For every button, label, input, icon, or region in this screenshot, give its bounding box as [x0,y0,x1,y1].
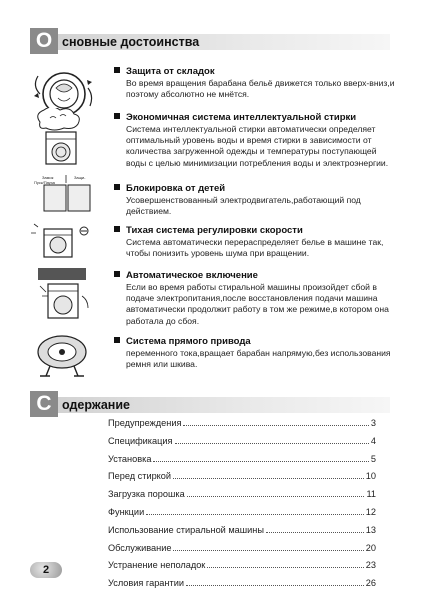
bullet-square-icon [114,226,120,232]
bullet-square-icon [114,271,120,277]
feature-description: Во время вращения барабана бельё движется только вверх-вниз,и поэтому абсолютно не мнётся. [126,78,395,100]
feature-description: Система автоматически перераспределяет белье в машине так, чтобы понизить уровень шума при вращении. [126,237,384,259]
bullet-square-icon [114,337,120,343]
page-number-badge: 2 [30,562,62,578]
toc-leader [173,550,363,551]
header-drop-cap: С [30,391,58,417]
toc-page: 20 [365,542,376,553]
toc-label: Устранение неполадок [108,560,206,571]
toc-label: Установка [108,453,152,464]
auto-restart-illustration [30,266,94,322]
table-of-contents [108,418,376,596]
toc-page: 5 [370,453,376,464]
start-pause-label: Пуск/Пауза [34,180,55,185]
section-header-features [30,28,390,54]
toc-entry[interactable] [108,454,376,472]
toc-label: Предупреждения [108,418,182,428]
feature-title: Блокировка от детей [114,183,225,194]
toc-entry[interactable] [108,436,376,454]
toc-entry[interactable] [108,525,376,543]
feature-title: Защита от складок [114,66,215,77]
bullet-square-icon [114,184,120,190]
direct-drive-motor-illustration [30,330,94,380]
toc-label: Функции [108,506,145,517]
toc-leader [153,461,368,462]
toc-leader [183,425,368,426]
toc-leader [146,514,364,515]
toc-page: 26 [365,578,376,589]
toc-leader [207,567,363,568]
toc-leader [266,532,364,533]
feature-description: Система интеллектуальной стирки автоматически определяет оптимальный уровень воды и время стирки в зависимости от количества загруженной одежды и температуры поступающей воды с целью минимизации потребления воды и электроэнергии. [126,124,389,168]
lock-label: Замок [42,175,54,180]
toc-label: Условия гарантии [108,578,184,589]
feature-title: Тихая система регулировки скорости [114,225,303,236]
bullet-square-icon [114,113,120,119]
feature-title: Система прямого привода [114,336,251,347]
toc-entry[interactable] [108,489,376,507]
toc-page: 3 [370,418,376,428]
toc-entry[interactable] [108,543,376,561]
toc-entry[interactable] [108,418,376,436]
toc-entry[interactable] [108,507,376,525]
toc-entry[interactable] [108,471,376,489]
feature-description: Если во время работы стиральной машины произойдет сбой в подаче электропитания,после восстановления подачи машина автоматически продолжит работу в том же режиме,в котором она работала до сбоя. [126,282,389,326]
bullet-square-icon [114,67,120,73]
toc-page: 11 [366,489,376,500]
toc-leader [187,496,365,497]
toc-page: 12 [365,506,376,517]
toc-label: Спецификация [108,435,173,446]
toc-leader [186,585,364,586]
quiet-washer-illustration [30,223,94,259]
section-title: одержание [62,398,130,412]
toc-page: 10 [365,471,376,482]
protect-label: Защи- [74,175,86,180]
toc-entry[interactable] [108,560,376,578]
section-title: сновные достоинства [62,35,200,49]
toc-page: 23 [365,560,376,571]
washer-thinking-illustration [30,108,94,168]
feature-title: Автоматическое включение [114,270,258,281]
child-lock-panel-illustration [30,171,94,217]
toc-label: Перед стиркой [108,471,172,482]
toc-label: Загрузка порошка [108,489,185,500]
toc-page: 4 [370,435,376,446]
toc-page: 13 [365,524,376,535]
feature-title: Экономичная система интеллектуальной стирки [114,112,356,123]
section-header-contents [30,391,390,417]
toc-entry[interactable] [108,578,376,596]
toc-leader [175,443,369,444]
toc-label: Обслуживание [108,542,172,553]
header-drop-cap: О [30,28,58,54]
feature-description: переменного тока,вращает барабан напрямую,без использования ремня или шкива. [126,348,391,370]
feature-description: Усовершенствованный электродвигатель,работающий под действием. [126,195,361,217]
toc-leader [173,478,364,479]
toc-label: Использование стиральной машины [108,524,264,535]
